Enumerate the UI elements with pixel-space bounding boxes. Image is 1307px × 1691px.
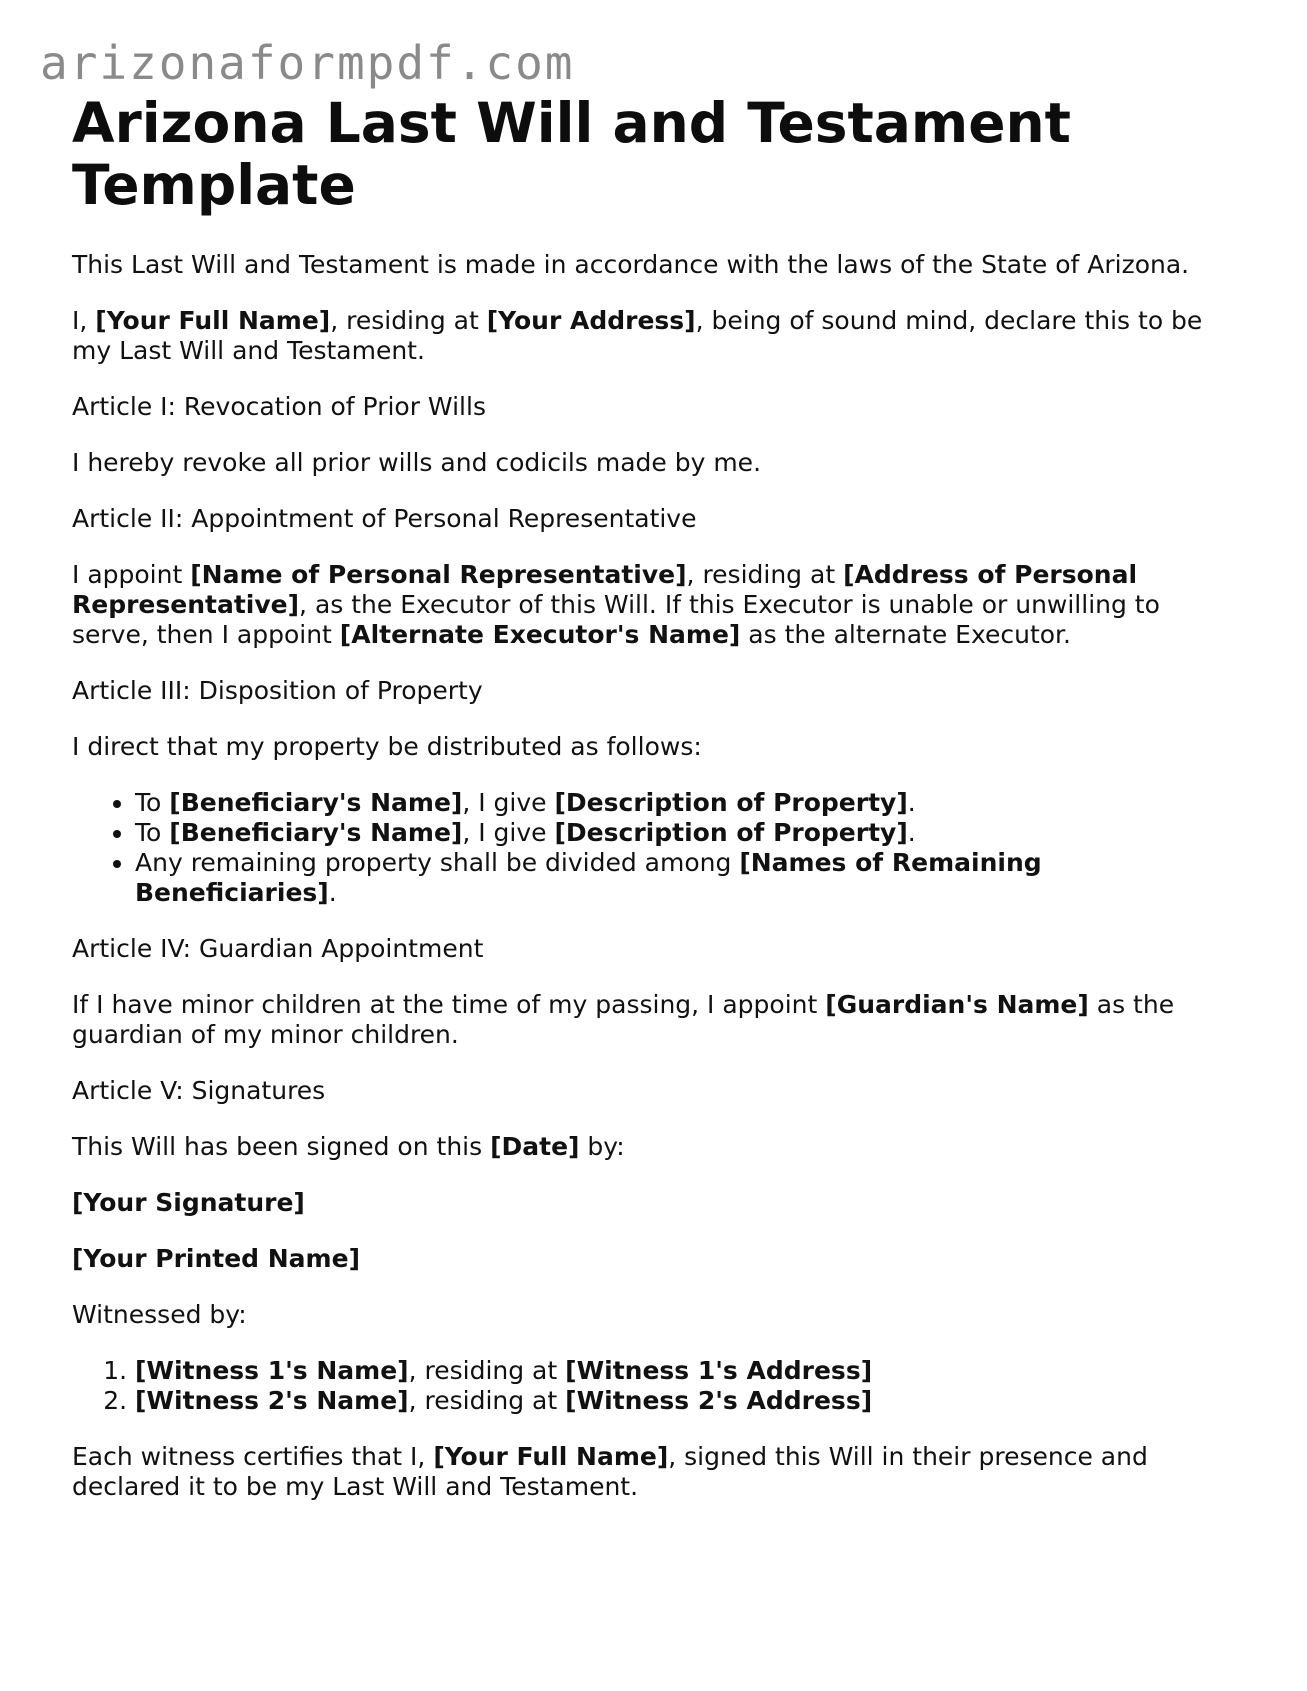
- list-item: [135, 848, 1232, 908]
- article-4-heading: Article IV: Guardian Appointment: [72, 934, 484, 963]
- printed-name-placeholder: [Your Printed Name]: [72, 1244, 360, 1273]
- list-item: [135, 818, 1232, 848]
- address-placeholder: [Your Address]: [486, 306, 696, 335]
- property-list: [72, 788, 1232, 908]
- list-item-text: .: [328, 878, 337, 907]
- declaration-paragraph: [72, 306, 1232, 366]
- witness-address-placeholder: [Witness 2's Address]: [565, 1386, 873, 1415]
- list-item-text: , I give: [462, 788, 555, 817]
- witness-name-placeholder: [Witness 1's Name]: [135, 1356, 409, 1385]
- alternate-executor-placeholder: [Alternate Executor's Name]: [339, 620, 741, 649]
- full-name-placeholder: [Your Full Name]: [433, 1442, 669, 1471]
- declaration-text-1: I,: [72, 306, 96, 335]
- signature-placeholder: [Your Signature]: [72, 1188, 305, 1217]
- article-2-text-4: as the alternate Executor.: [740, 620, 1071, 649]
- article-5-heading: Article V: Signatures: [72, 1076, 326, 1105]
- certification-text-1: Each witness certifies that I,: [72, 1442, 434, 1471]
- certification-paragraph: [72, 1442, 1232, 1502]
- witness-address-placeholder: [Witness 1's Address]: [565, 1356, 873, 1385]
- document-page: [72, 92, 1232, 1528]
- article-1-heading: Article I: Revocation of Prior Wills: [72, 392, 486, 421]
- article-2-text-1: I appoint: [72, 560, 191, 589]
- personal-representative-address-placeholder: [Address of Personal Representative]: [72, 560, 1138, 619]
- signing-date-paragraph: [72, 1132, 1232, 1162]
- full-name-placeholder: [Your Full Name]: [95, 306, 331, 335]
- list-item-text: To: [135, 818, 170, 847]
- article-2-heading: Article II: Appointment of Personal Representative: [72, 504, 697, 533]
- signing-text-1: This Will has been signed on this: [72, 1132, 491, 1161]
- article-4-text-1: If I have minor children at the time of my passing, I appoint: [72, 990, 826, 1019]
- beneficiary-name-placeholder: [Beneficiary's Name]: [169, 788, 463, 817]
- list-item: [135, 1356, 1232, 1386]
- certification-text-2: , signed this Will in their presence and declared it to be my Last Will and Testament.: [72, 1442, 1148, 1501]
- personal-representative-name-placeholder: [Name of Personal Representative]: [190, 560, 687, 589]
- list-item: [135, 788, 1232, 818]
- article-4-text-2: as the guardian of my minor children.: [72, 990, 1175, 1049]
- list-item: [135, 1386, 1232, 1416]
- list-item-text: , residing at: [408, 1386, 566, 1415]
- list-item-text: .: [907, 788, 916, 817]
- remaining-beneficiaries-placeholder: [Names of Remaining Beneficiaries]: [135, 848, 1042, 907]
- article-3-text: I direct that my property be distributed as follows:: [72, 732, 702, 761]
- list-item-text: , residing at: [408, 1356, 566, 1385]
- list-item-text: , I give: [462, 818, 555, 847]
- witness-name-placeholder: [Witness 2's Name]: [135, 1386, 409, 1415]
- list-item-text: To: [135, 788, 170, 817]
- guardian-name-placeholder: [Guardian's Name]: [825, 990, 1089, 1019]
- signing-text-2: by:: [579, 1132, 625, 1161]
- intro-paragraph: This Last Will and Testament is made in accordance with the laws of the State of Arizona.: [72, 250, 1190, 279]
- list-item-text: Any remaining property shall be divided among: [135, 848, 740, 877]
- article-4-paragraph: [72, 990, 1232, 1050]
- declaration-text-2: , residing at: [330, 306, 487, 335]
- article-2-paragraph: [72, 560, 1232, 650]
- date-placeholder: [Date]: [490, 1132, 580, 1161]
- printed-name-line: [72, 1244, 1232, 1274]
- watermark-text: arizonaformpdf.com: [40, 36, 575, 90]
- article-3-heading: Article III: Disposition of Property: [72, 676, 483, 705]
- list-item-text: .: [907, 818, 916, 847]
- witnessed-by-label: Witnessed by:: [72, 1300, 247, 1329]
- declaration-text-3: , being of sound mind, declare this to be my Last Will and Testament.: [72, 306, 1203, 365]
- article-2-text-3: , as the Executor of this Will. If this Executor is unable or unwilling to serve, then I appoint: [72, 590, 1160, 649]
- signature-line: [72, 1188, 1232, 1218]
- property-description-placeholder: [Description of Property]: [554, 818, 908, 847]
- document-title: Arizona Last Will and Testament Template: [72, 91, 1071, 217]
- article-2-text-2: , residing at: [686, 560, 844, 589]
- beneficiary-name-placeholder: [Beneficiary's Name]: [169, 818, 463, 847]
- property-description-placeholder: [Description of Property]: [554, 788, 908, 817]
- article-1-text: I hereby revoke all prior wills and codicils made by me.: [72, 448, 762, 477]
- witness-list: [72, 1356, 1232, 1416]
